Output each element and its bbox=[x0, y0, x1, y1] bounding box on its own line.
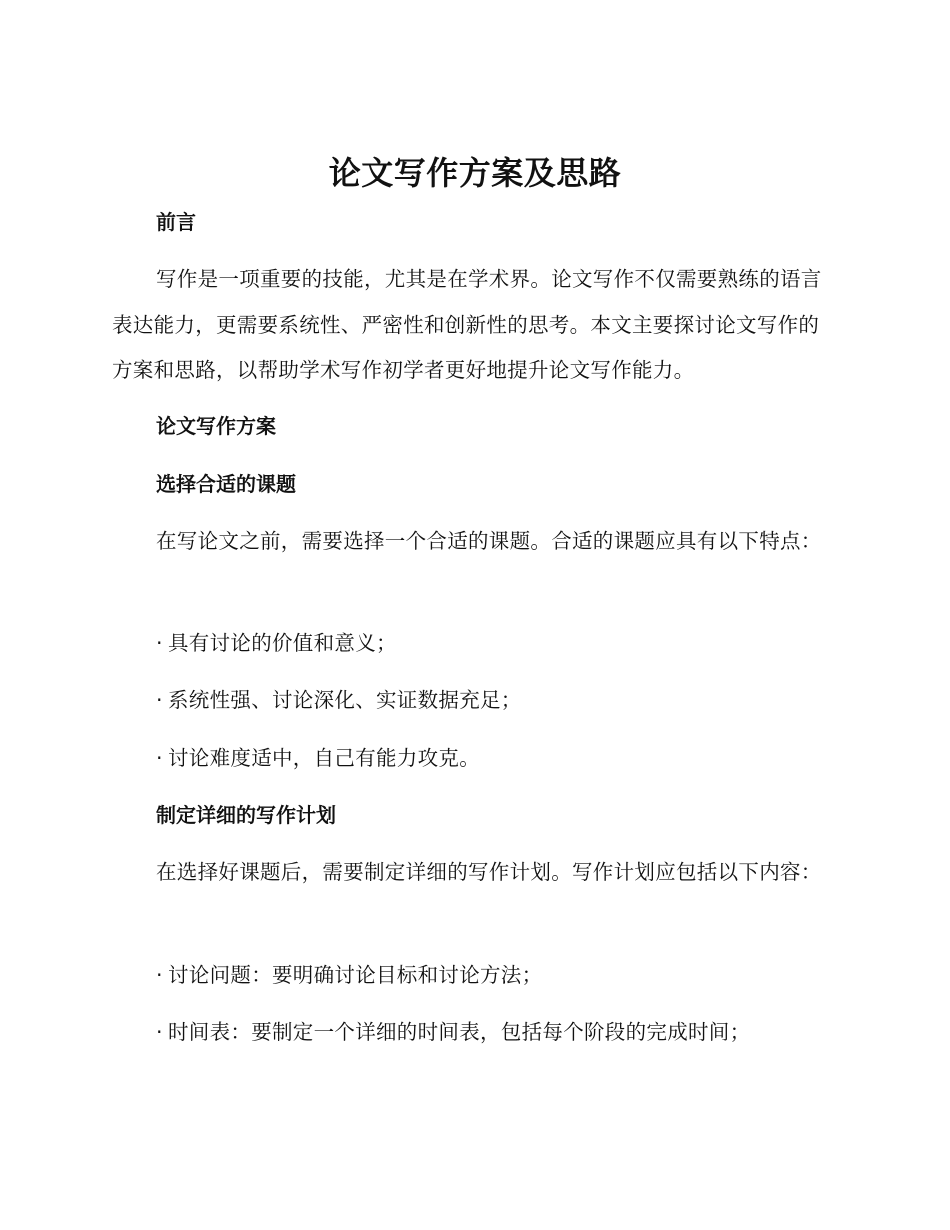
list-item bbox=[156, 1018, 750, 1046]
subsection-heading-schedule: 制定详细的写作计划 bbox=[156, 803, 336, 827]
list-item bbox=[156, 744, 480, 772]
list-item-text: 具有讨论的价值和意义； bbox=[168, 631, 397, 655]
schedule-paragraph: 在选择好课题后，需要制定详细的写作计划。写作计划应包括以下内容： bbox=[156, 860, 822, 884]
list-item-text: 讨论问题：要明确讨论目标和讨论方法； bbox=[168, 963, 543, 987]
list-item-text: 讨论难度适中，自己有能力攻克。 bbox=[168, 746, 480, 770]
list-item bbox=[156, 629, 397, 657]
section-heading-plan: 论文写作方案 bbox=[156, 414, 276, 438]
preface-paragraph: 写作是一项重要的技能，尤其是在学术界。论文写作不仅需要熟练的语言表达能力，更需要系统性、严密性和创新性的思考。本文主要探讨论文写作的方案和思路，以帮助学术写作初学者更好地提升论文写作能力。 bbox=[112, 267, 822, 382]
topic-paragraph: 在写论文之前，需要选择一个合适的课题。合适的课题应具有以下特点： bbox=[156, 529, 822, 553]
bullet-marker: · bbox=[156, 688, 163, 712]
list-item-text: 系统性强、讨论深化、实证数据充足； bbox=[168, 688, 522, 712]
list-item bbox=[156, 686, 522, 714]
list-item bbox=[156, 961, 542, 989]
document-title: 论文写作方案及思路 bbox=[328, 154, 622, 192]
subsection-heading-topic: 选择合适的课题 bbox=[156, 472, 296, 496]
bullet-marker: · bbox=[156, 1020, 163, 1044]
bullet-marker: · bbox=[156, 746, 163, 770]
section-heading-preface: 前言 bbox=[156, 210, 196, 234]
bullet-marker: · bbox=[156, 963, 163, 987]
list-item-text: 时间表：要制定一个详细的时间表，包括每个阶段的完成时间； bbox=[168, 1020, 751, 1044]
bullet-marker: · bbox=[156, 631, 163, 655]
